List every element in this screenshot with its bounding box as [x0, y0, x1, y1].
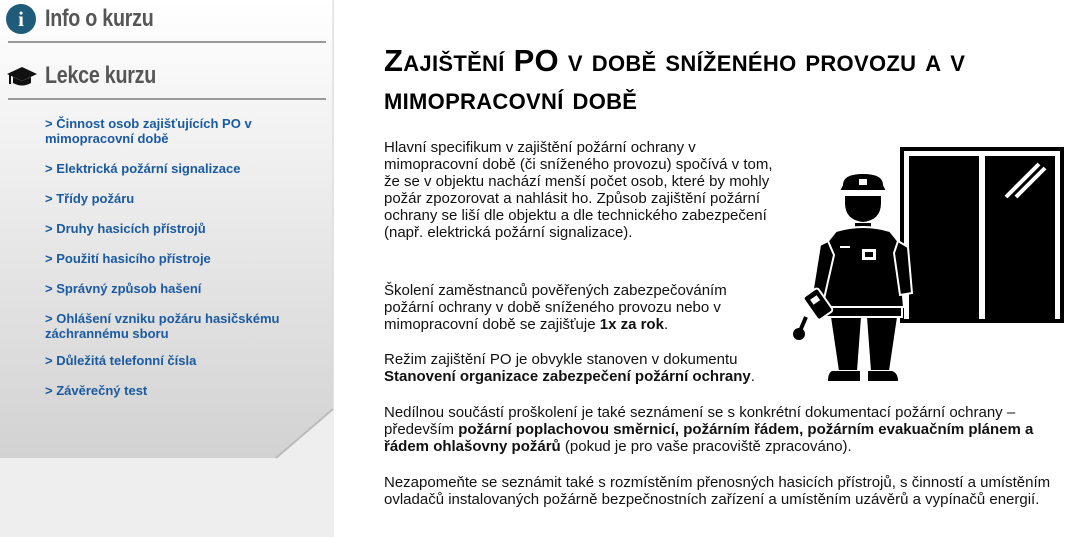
nav-item-druhy-hasicich-pristroju[interactable]: > Druhy hasicích přístrojů [45, 221, 206, 236]
paragraph-2-bold: 1x za rok [599, 316, 664, 333]
security-guard-elevator-illustration [778, 143, 1075, 388]
graduation-cap-icon [6, 65, 38, 87]
nav-item-spravny-zpusob-haseni[interactable]: > Správný způsob hašení [45, 281, 202, 296]
paragraph-4-bold: požární poplachovou směrnicí, požárním řádem, požárním evakuačním plánem a řádem ohlašovny požárů [384, 421, 1034, 455]
paragraph-4-text: Nedílnou součástí proškolení je také seznámení se s konkrétní dokumentací požární ochrany – především [384, 404, 1016, 438]
paragraph-3-bold: Stanovení organizace zabezpečení požární ochrany [384, 368, 751, 385]
nav-item-zaverecny-test[interactable]: > Závěrečný test [45, 383, 148, 398]
info-title[interactable]: Info o kurzu [45, 5, 154, 32]
paragraph-3-end: . [750, 368, 755, 385]
page-title: Zajištění PO v době sníženého provozu a v mimopracovní době [384, 43, 966, 116]
lessons-section [6, 62, 180, 90]
paragraph-1: Hlavní specifikum v zajištění požární ochrany v mimopracovní době (či sníženého provozu) spočívá v tom, že se v objektu nachází menší počet osob, které by mohly požár zpozorovat a nahlásit ho. Způsob zajištění požární ochrany se liší dle objektu a dle technického zabezpečení (např. elektrická požární signalizace). [384, 139, 773, 241]
info-icon: i [6, 4, 36, 34]
sidebar [0, 0, 334, 537]
divider [8, 41, 326, 43]
sidebar-panel [0, 0, 334, 460]
info-section[interactable] [6, 4, 177, 34]
paragraph-3-text: Režim zajištění PO je obvykle stanoven v dokumentu [384, 351, 738, 368]
nav-item-pouziti-hasiciho-pristroje[interactable]: > Použití hasicího přístroje [45, 251, 211, 266]
paragraph-2 [384, 282, 772, 333]
paragraph-5: Nezapomeňte se seznámit také s rozmístěním přenosných hasicích přístrojů, s činností a umístěním ovladačů instalovaných požárně bezpečnostních zařízení a umístěním uzávěrů a vypínačů energií. [384, 474, 1051, 508]
paragraph-2-text: Školení zaměstnanců pověřených zabezpečováním požární ochrany v době sníženého provozu nebo v mimopracovní době se zajišťuje [384, 282, 727, 333]
paragraph-2-end: . [663, 316, 669, 333]
content-header [384, 42, 1074, 118]
lessons-title: Lekce kurzu [45, 62, 157, 89]
paragraph-3 [384, 351, 784, 385]
paragraph-4-end: (pokud je pro vaše pracoviště zpracováno). [560, 438, 852, 455]
nav-item-eps[interactable]: > Elektrická požární signalizace [45, 161, 241, 176]
nav-item-telefonni-cisla[interactable]: > Důležitá telefonní čísla [45, 353, 197, 368]
divider [8, 98, 326, 100]
nav-item-tridy-pozaru[interactable]: > Třídy požáru [45, 191, 135, 206]
nav-item-cinnost-osob[interactable]: > Činnost osob zajišťujících PO v mimopracovní době [45, 116, 252, 146]
lesson-nav [45, 116, 315, 398]
nav-item-ohlaseni-pozaru[interactable]: > Ohlášení vzniku požáru hasičskému záchrannému sboru [45, 311, 280, 341]
paragraph-4 [384, 404, 1080, 455]
